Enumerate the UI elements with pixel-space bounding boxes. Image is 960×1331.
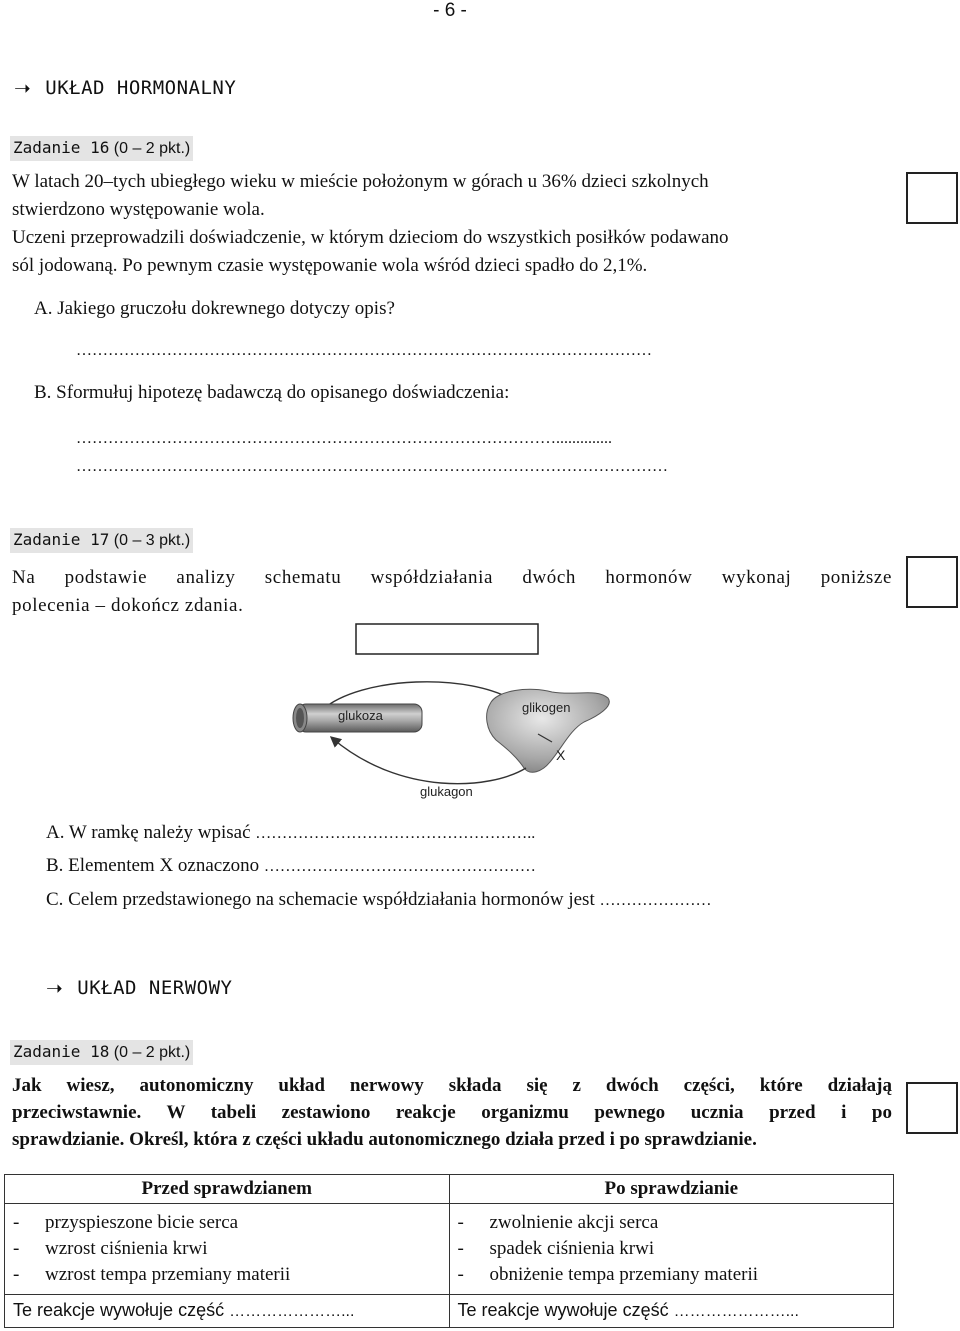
task16-question-b: B. Sformułuj hipotezę badawczą do opisanego doświadczenia:	[34, 382, 510, 403]
task-header-16	[10, 136, 193, 161]
task17-item-b-text: B. Elementem X oznaczono	[46, 855, 264, 876]
answer-b-dots[interactable]: …………………………………………………………………………………………………	[76, 458, 668, 475]
table-footer-row	[5, 1295, 894, 1328]
task18-intro-line: sprawdzianie. Określ, która z części układu autonomicznego działa przed i po sprawdzianie.	[12, 1129, 757, 1150]
task17-item-b	[46, 853, 536, 880]
task16-intro-line: Uczeni przeprowadzili doświadczenie, w którym dzieciom do wszystkich posiłków podawano	[12, 227, 729, 248]
task17-intro	[12, 564, 892, 620]
answer-c-dots[interactable]: …………………	[599, 892, 712, 909]
task17-item-a	[46, 820, 535, 847]
list-item: - wzrost ciśnienia krwi	[13, 1238, 208, 1259]
task-name: Zadanie 16	[13, 138, 110, 157]
task18-intro	[12, 1072, 892, 1153]
task16-question-a: A. Jakiego gruczołu dokrewnego dotyczy opis?	[34, 298, 395, 319]
hormone-diagram	[280, 618, 620, 808]
label-x: X	[556, 747, 566, 763]
task17-item-c-text: C. Celem przedstawionego na schemacie współdziałania hormonów jest	[46, 889, 600, 910]
task-points: (0 – 3 pkt.)	[113, 532, 191, 549]
task16-intro-line: stwierdzono występowanie wola.	[12, 199, 265, 220]
reaction-table	[4, 1174, 894, 1328]
answer-b-dots[interactable]: ……………………………………………	[263, 858, 536, 875]
section-title-hormonal	[14, 76, 236, 100]
score-box-17[interactable]	[906, 556, 958, 608]
list-item: - spadek ciśnienia krwi	[457, 1238, 655, 1259]
score-box-16[interactable]	[906, 172, 958, 224]
list-item: - zwolnienie akcji serca	[457, 1212, 659, 1233]
task18-intro-line: Jak wiesz, autonomiczny układ nerwowy składa się z dwóch części, które działają	[12, 1075, 892, 1096]
reaction-text: spadek ciśnienia krwi	[489, 1238, 655, 1259]
page-number: - 6 -	[433, 0, 467, 21]
task17-item-c	[46, 887, 711, 914]
list-item: - obniżenie tempa przemiany materii	[457, 1264, 759, 1285]
task-points: (0 – 2 pkt.)	[113, 1044, 191, 1061]
section-title-text: UKŁAD HORMONALNY	[45, 77, 237, 99]
arrow-bottom	[332, 738, 526, 784]
table-header-row	[5, 1175, 894, 1204]
arrow-right-icon: ➝	[14, 76, 32, 100]
answer-a-dots[interactable]: ………………………………………………………………………………………………	[76, 342, 652, 359]
label-glukagon: glukagon	[420, 784, 473, 799]
answer-b-dots[interactable]: ………………………………………………………………………………..............	[76, 430, 612, 447]
answer-cell-before[interactable]	[5, 1295, 450, 1328]
task16-intro-line: sól jodowaną. Po pewnym czasie występowanie wola wśród dzieci spadło do 2,1%.	[12, 255, 648, 276]
empty-answer-frame	[356, 624, 538, 654]
list-item: - przyspieszone bicie serca	[13, 1212, 239, 1233]
reaction-text: wzrost tempa przemiany materii	[45, 1264, 291, 1285]
task-header-17	[10, 528, 193, 553]
reaction-text: wzrost ciśnienia krwi	[45, 1238, 208, 1259]
task-points: (0 – 2 pkt.)	[113, 140, 191, 157]
task17-item-a-text: A. W ramkę należy wpisać	[46, 822, 256, 843]
reaction-text: obniżenie tempa przemiany materii	[489, 1264, 759, 1285]
section-title-nervous	[46, 976, 232, 1000]
table-cell-after	[449, 1204, 894, 1295]
task16-intro-line: W latach 20–tych ubiegłego wieku w mieście położonym w górach u 36% dzieci szkolnych	[12, 171, 709, 192]
task-name: Zadanie 18	[13, 1042, 110, 1061]
task17-intro-line: Na podstawie analizy schematu współdziałania dwóch hormonów wykonaj poniższe	[12, 567, 892, 588]
section-title-text: UKŁAD NERWOWY	[77, 977, 233, 999]
label-glikogen: glikogen	[522, 700, 571, 715]
answer-dots[interactable]: …………………...	[673, 1303, 799, 1320]
score-box-18[interactable]	[906, 1082, 958, 1134]
table-header-before: Przed sprawdzianem	[5, 1175, 450, 1204]
reaction-text: zwolnienie akcji serca	[489, 1212, 659, 1233]
task-header-18	[10, 1040, 193, 1065]
answer-a-dots[interactable]: ……………………………………………..	[255, 825, 536, 842]
answer-cell-after[interactable]	[449, 1295, 894, 1328]
label-glukoza: glukoza	[338, 708, 383, 723]
task18-intro-line: przeciwstawnie. W tabeli zestawiono reakcje organizmu pewnego ucznia przed i po	[12, 1102, 892, 1123]
footer-label: Te reakcje wywołuje część	[457, 1300, 669, 1320]
list-item: - wzrost tempa przemiany materii	[13, 1264, 291, 1285]
task-name: Zadanie 17	[13, 530, 110, 549]
footer-label: Te reakcje wywołuje część	[13, 1300, 225, 1320]
task17-intro-line: polecenia – dokończ zdania.	[12, 595, 244, 616]
arrow-right-icon: ➝	[46, 976, 64, 1000]
table-header-after: Po sprawdzianie	[449, 1175, 894, 1204]
table-cell-before	[5, 1204, 450, 1295]
table-row	[5, 1204, 894, 1295]
answer-dots[interactable]: …………………...	[229, 1303, 355, 1320]
reaction-text: przyspieszone bicie serca	[45, 1212, 239, 1233]
